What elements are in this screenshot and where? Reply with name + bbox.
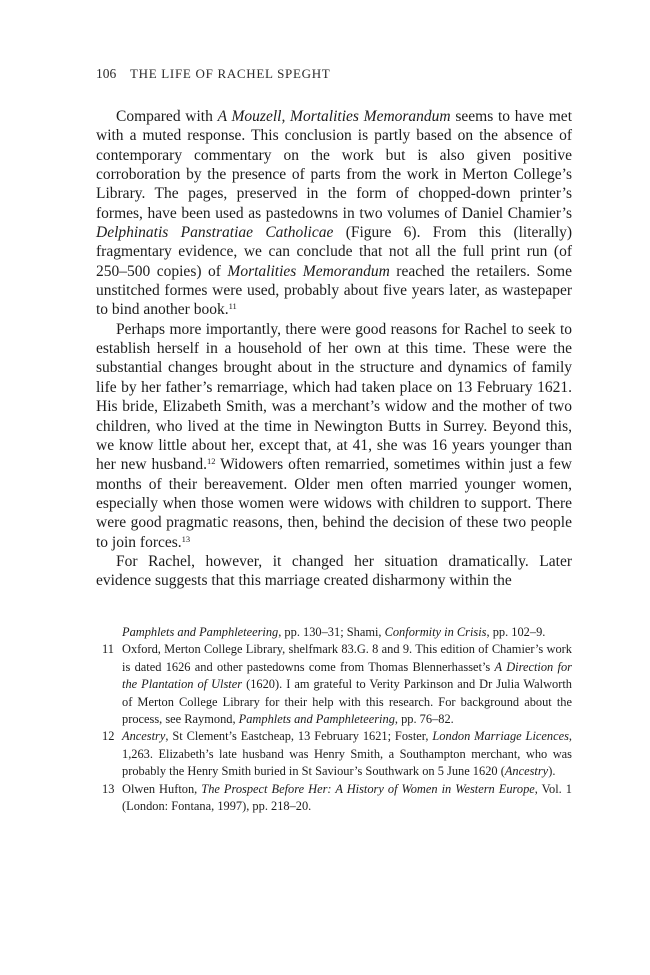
italic-title: Conformity in Crisis xyxy=(384,625,487,639)
footnote-marker: 13 xyxy=(181,533,191,544)
italic-title: Pamphlets and Pamphleteering xyxy=(122,625,279,639)
italic-title: Pamphlets and Pamphleteering xyxy=(238,712,395,727)
text-run: , pp. 102–9. xyxy=(486,625,546,639)
text-run: , 1,263. Elizabeth’s late husband was Henry Smith, a Southampton merchant, who was probably the Henry Smith buried in St Saviour’s Southwark on 5 June 1620 ( xyxy=(122,729,573,779)
text-run: , pp. 76–82. xyxy=(394,712,454,727)
italic-title: The Prospect Before Her: A History of Women in Western Europe xyxy=(201,781,535,796)
page-number: 106 xyxy=(96,66,117,81)
text-run: Compared with xyxy=(116,108,218,125)
footnotes xyxy=(96,624,572,815)
italic-title: Ancestry xyxy=(122,729,166,744)
text-run: Perhaps more importantly, there were good reasons for Rachel to seek to establish herself in a household of her own at this time. These were the substantial changes brought about in the structure and dynamics of family life by her father’s remarriage, which had taken place on 13 February 1621. His bride, Elizabeth Smith, was a merchant’s widow and the mother of two children, who lived at the time in Newington Butts in Surrey. Beyond this, we know little about her, except that, at 41, she was 16 years younger than her new husband. xyxy=(96,320,572,474)
italic-title: Delphinatis Panstratiae Catholicae xyxy=(96,224,334,242)
footnote-marker: 12 xyxy=(206,456,216,467)
italic-title: Mortalities Memorandum xyxy=(227,262,390,280)
text-run: , St Clement’s Eastcheap, 13 February 1621; Foster, xyxy=(165,729,433,744)
footnote-marker: 11 xyxy=(228,301,237,312)
text-run: Olwen Hufton, xyxy=(122,781,202,796)
text-run: Oxford, Merton College Library, shelfmark 83.G. 8 and 9. This edition of Chamier’s work is dated 1626 and other pastedowns come from Thomas Blennerhasset’s xyxy=(122,642,572,674)
text-run: seems to have met with a muted response. This conclusion is partly based on the absence of contemporary commentary on the work but is also given positive corroboration by the presence of parts from the work in Merton College’s Library. The pages, preserved in the form of chopped-down printer’s formes, have been used as pastedowns in two volumes of Daniel Chamier’s xyxy=(96,108,572,222)
text-run: , Vol. 1 (London: Fontana, 1997), pp. 218–20. xyxy=(122,781,572,814)
text-run: (1620). I am grateful to Verity Parkinson and Dr Julia Walworth of Merton College Library for their help with this research. For background about the process, see Raymond, xyxy=(122,677,572,727)
running-head xyxy=(96,66,330,82)
text-run: ). xyxy=(548,764,556,779)
footnote-number: 11 xyxy=(102,642,114,657)
footnote-12 xyxy=(96,728,572,780)
paragraph-3 xyxy=(96,552,572,591)
text-run: (Figure 6). From this (literally) fragmentary evidence, we can conclude that not all the full print run (of 250–500 copies) of xyxy=(96,224,572,280)
footnote-number: 13 xyxy=(102,781,115,796)
italic-title: London Marriage Licences xyxy=(432,729,569,744)
text-run: Widowers often remarried, sometimes within just a few months of their bereavement. Older men often married younger women, especially when those women were widows with children to support. There were good pragmatic reasons, then, behind the decision of these two people to join forces. xyxy=(96,456,572,551)
body-text xyxy=(96,107,572,591)
footnote-11 xyxy=(96,641,572,728)
text-run: , pp. 130–31; Shami, xyxy=(278,625,385,639)
italic-title: A Mouzell, Mortalities Memorandum xyxy=(217,108,451,125)
footnote-13 xyxy=(96,781,572,816)
footnote-number: 12 xyxy=(102,729,115,744)
paragraph-2 xyxy=(96,320,572,552)
paragraph-1 xyxy=(96,107,572,320)
italic-title: A Direction for the Plantation of Ulster xyxy=(122,659,573,692)
text-run: reached the retailers. Some unstitched formes were used, probably about five years later, as wastepaper to bind another book. xyxy=(96,262,572,319)
text-run: For Rachel, however, it changed her situation dramatically. Later evidence suggests that this marriage created disharmony within the xyxy=(96,552,572,590)
italic-title: Ancestry xyxy=(504,764,549,779)
running-title: THE LIFE OF RACHEL SPEGHT xyxy=(129,66,331,81)
footnote-continuation xyxy=(96,624,572,641)
